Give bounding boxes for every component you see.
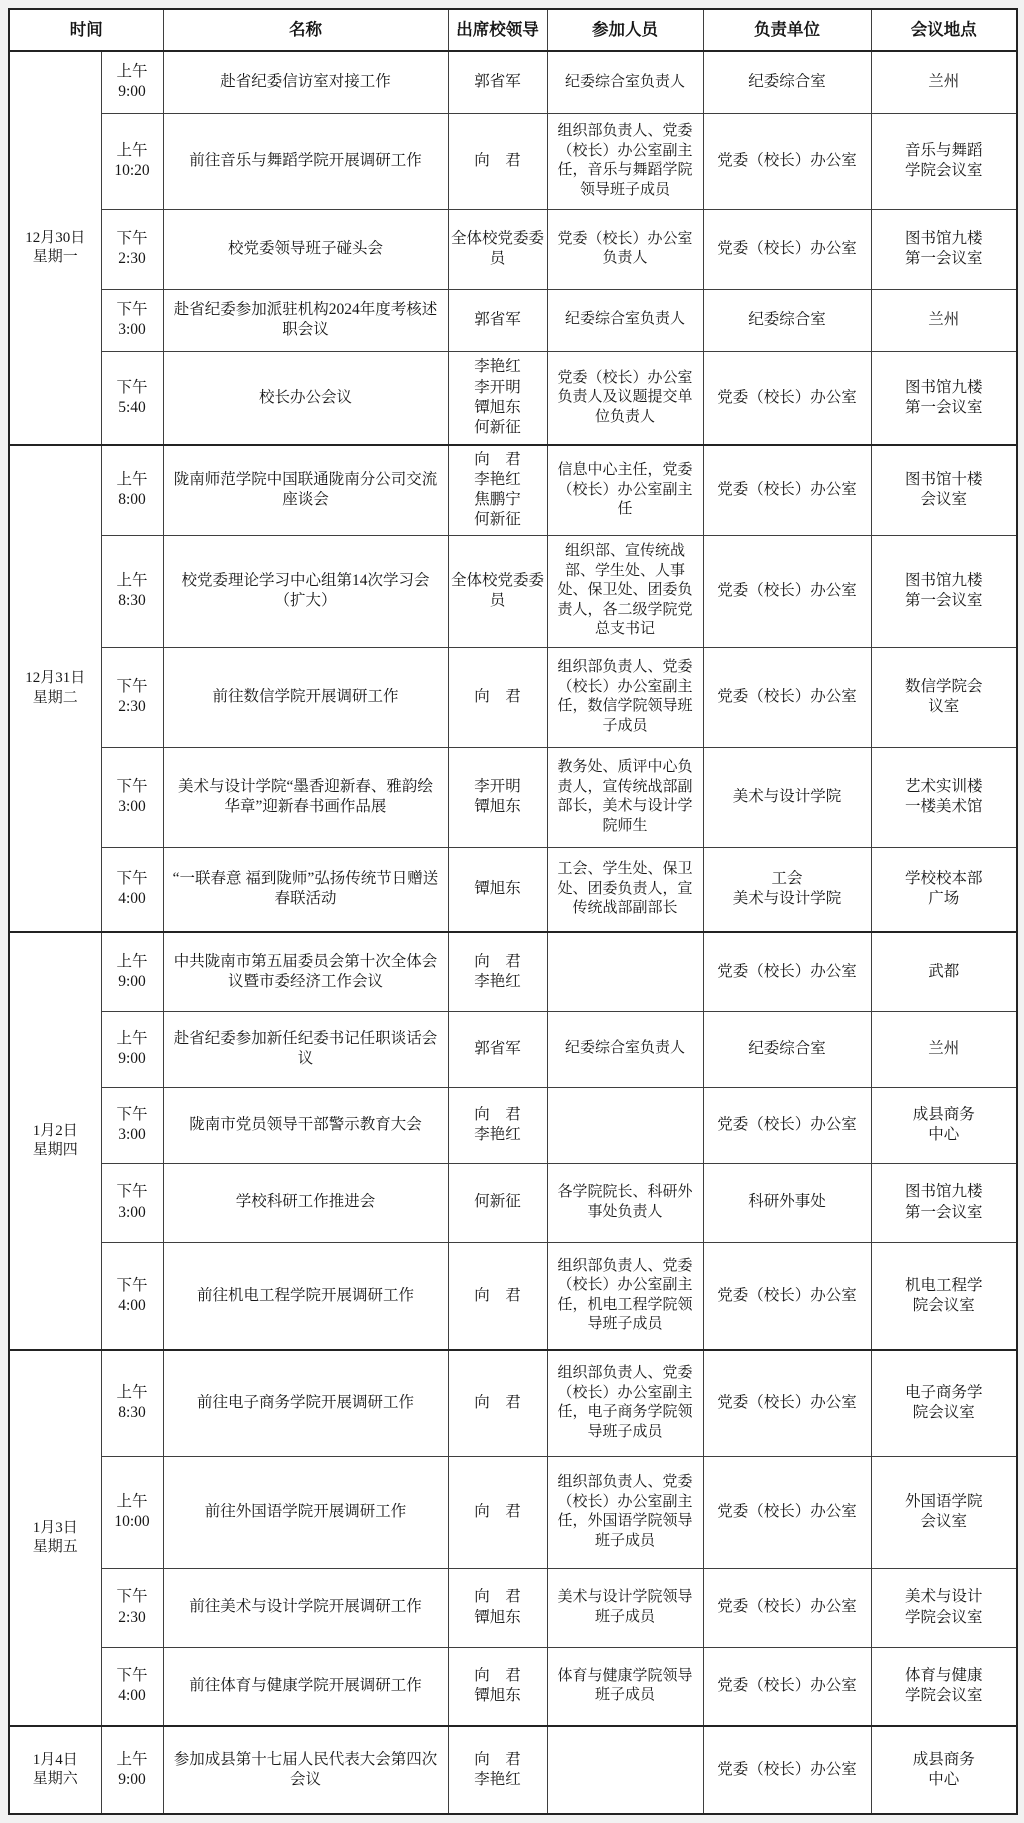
header-row bbox=[9, 9, 1017, 51]
time-cell: 上午 8:30 bbox=[101, 1350, 163, 1456]
event-name-cell: 陇南市党员领导干部警示教育大会 bbox=[163, 1087, 448, 1163]
location-cell: 图书馆九楼 第一会议室 bbox=[871, 209, 1017, 289]
location-cell: 成县商务 中心 bbox=[871, 1726, 1017, 1814]
event-name-cell: 美术与设计学院“墨香迎新春、雅韵绘华章”迎新春书画作品展 bbox=[163, 747, 448, 847]
unit-cell: 党委（校长）办公室 bbox=[703, 351, 871, 445]
participants-cell: 组织部负责人、党委（校长）办公室副主任，数信学院领导班子成员 bbox=[547, 647, 703, 747]
leaders-cell: 向 君 bbox=[448, 1350, 547, 1456]
event-name-cell: 中共陇南市第五届委员会第十次全体会议暨市委经济工作会议 bbox=[163, 932, 448, 1011]
column-header-1: 时间 bbox=[9, 9, 163, 51]
event-name-cell: “一联春意 福到陇师”弘扬传统节日赠送春联活动 bbox=[163, 847, 448, 932]
participants-cell: 党委（校长）办公室负责人及议题提交单位负责人 bbox=[547, 351, 703, 445]
schedule-row bbox=[9, 1087, 1017, 1163]
unit-cell: 党委（校长）办公室 bbox=[703, 647, 871, 747]
date-cell: 12月30日 星期一 bbox=[9, 51, 101, 445]
time-cell: 下午 4:00 bbox=[101, 1242, 163, 1350]
schedule-row bbox=[9, 932, 1017, 1011]
event-name-cell: 前往体育与健康学院开展调研工作 bbox=[163, 1647, 448, 1726]
event-name-cell: 参加成县第十七届人民代表大会第四次会议 bbox=[163, 1726, 448, 1814]
schedule-row bbox=[9, 747, 1017, 847]
unit-cell: 党委（校长）办公室 bbox=[703, 113, 871, 209]
time-cell: 下午 4:00 bbox=[101, 847, 163, 932]
leaders-cell: 向 君 李艳红 bbox=[448, 932, 547, 1011]
event-name-cell: 校长办公会议 bbox=[163, 351, 448, 445]
location-cell: 体育与健康 学院会议室 bbox=[871, 1647, 1017, 1726]
participants-cell: 教务处、质评中心负责人，宣传统战部副部长，美术与设计学院师生 bbox=[547, 747, 703, 847]
event-name-cell: 前往音乐与舞蹈学院开展调研工作 bbox=[163, 113, 448, 209]
schedule-row bbox=[9, 1011, 1017, 1087]
location-cell: 学校校本部 广场 bbox=[871, 847, 1017, 932]
schedule-row bbox=[9, 1350, 1017, 1456]
location-cell: 兰州 bbox=[871, 51, 1017, 113]
schedule-table bbox=[8, 8, 1018, 1815]
time-cell: 下午 3:00 bbox=[101, 289, 163, 351]
column-header-6: 会议地点 bbox=[871, 9, 1017, 51]
participants-cell: 组织部负责人、党委（校长）办公室副主任，电子商务学院领导班子成员 bbox=[547, 1350, 703, 1456]
participants-cell: 各学院院长、科研外事处负责人 bbox=[547, 1163, 703, 1242]
leaders-cell: 郭省军 bbox=[448, 289, 547, 351]
location-cell: 兰州 bbox=[871, 1011, 1017, 1087]
event-name-cell: 前往美术与设计学院开展调研工作 bbox=[163, 1568, 448, 1647]
unit-cell: 纪委综合室 bbox=[703, 289, 871, 351]
event-name-cell: 校党委领导班子碰头会 bbox=[163, 209, 448, 289]
location-cell: 外国语学院 会议室 bbox=[871, 1456, 1017, 1568]
event-name-cell: 前往机电工程学院开展调研工作 bbox=[163, 1242, 448, 1350]
date-cell: 1月3日 星期五 bbox=[9, 1350, 101, 1726]
participants-cell: 美术与设计学院领导班子成员 bbox=[547, 1568, 703, 1647]
location-cell: 美术与设计 学院会议室 bbox=[871, 1568, 1017, 1647]
time-cell: 下午 4:00 bbox=[101, 1647, 163, 1726]
location-cell: 音乐与舞蹈 学院会议室 bbox=[871, 113, 1017, 209]
location-cell: 图书馆十楼 会议室 bbox=[871, 445, 1017, 535]
unit-cell: 美术与设计学院 bbox=[703, 747, 871, 847]
leaders-cell: 向 君 李艳红 bbox=[448, 1087, 547, 1163]
date-cell: 12月31日 星期二 bbox=[9, 445, 101, 932]
participants-cell: 信息中心主任，党委（校长）办公室副主任 bbox=[547, 445, 703, 535]
unit-cell: 纪委综合室 bbox=[703, 1011, 871, 1087]
schedule-row bbox=[9, 1456, 1017, 1568]
unit-cell: 党委（校长）办公室 bbox=[703, 1242, 871, 1350]
time-cell: 上午 9:00 bbox=[101, 932, 163, 1011]
unit-cell: 党委（校长）办公室 bbox=[703, 445, 871, 535]
participants-cell: 体育与健康学院领导班子成员 bbox=[547, 1647, 703, 1726]
leaders-cell: 郭省军 bbox=[448, 51, 547, 113]
location-cell: 电子商务学 院会议室 bbox=[871, 1350, 1017, 1456]
leaders-cell: 全体校党委委员 bbox=[448, 209, 547, 289]
schedule-row bbox=[9, 1242, 1017, 1350]
schedule-row bbox=[9, 847, 1017, 932]
schedule-row bbox=[9, 1726, 1017, 1814]
unit-cell: 党委（校长）办公室 bbox=[703, 1350, 871, 1456]
time-cell: 上午 10:20 bbox=[101, 113, 163, 209]
location-cell: 兰州 bbox=[871, 289, 1017, 351]
leaders-cell: 向 君 bbox=[448, 1242, 547, 1350]
leaders-cell: 李开明 镡旭东 bbox=[448, 747, 547, 847]
schedule-row bbox=[9, 1568, 1017, 1647]
schedule-row bbox=[9, 445, 1017, 535]
unit-cell: 党委（校长）办公室 bbox=[703, 1647, 871, 1726]
time-cell: 下午 3:00 bbox=[101, 747, 163, 847]
column-header-5: 负责单位 bbox=[703, 9, 871, 51]
event-name-cell: 陇南师范学院中国联通陇南分公司交流座谈会 bbox=[163, 445, 448, 535]
event-name-cell: 前往数信学院开展调研工作 bbox=[163, 647, 448, 747]
event-name-cell: 前往外国语学院开展调研工作 bbox=[163, 1456, 448, 1568]
leaders-cell: 全体校党委委员 bbox=[448, 535, 547, 647]
column-header-2: 名称 bbox=[163, 9, 448, 51]
leaders-cell: 向 君 镡旭东 bbox=[448, 1568, 547, 1647]
leaders-cell: 郭省军 bbox=[448, 1011, 547, 1087]
schedule-row bbox=[9, 1647, 1017, 1726]
participants-cell: 组织部负责人、党委（校长）办公室副主任，音乐与舞蹈学院领导班子成员 bbox=[547, 113, 703, 209]
time-cell: 上午 8:30 bbox=[101, 535, 163, 647]
participants-cell: 组织部负责人、党委（校长）办公室副主任，机电工程学院领导班子成员 bbox=[547, 1242, 703, 1350]
unit-cell: 党委（校长）办公室 bbox=[703, 535, 871, 647]
location-cell: 武都 bbox=[871, 932, 1017, 1011]
unit-cell: 科研外事处 bbox=[703, 1163, 871, 1242]
location-cell: 数信学院会 议室 bbox=[871, 647, 1017, 747]
event-name-cell: 赴省纪委参加新任纪委书记任职谈话会议 bbox=[163, 1011, 448, 1087]
participants-cell: 纪委综合室负责人 bbox=[547, 289, 703, 351]
schedule-row bbox=[9, 113, 1017, 209]
location-cell: 图书馆九楼 第一会议室 bbox=[871, 535, 1017, 647]
schedule-row bbox=[9, 535, 1017, 647]
event-name-cell: 赴省纪委参加派驻机构2024年度考核述职会议 bbox=[163, 289, 448, 351]
time-cell: 下午 3:00 bbox=[101, 1087, 163, 1163]
participants-cell: 组织部负责人、党委（校长）办公室副主任，外国语学院领导班子成员 bbox=[547, 1456, 703, 1568]
time-cell: 上午 8:00 bbox=[101, 445, 163, 535]
schedule-row bbox=[9, 51, 1017, 113]
event-name-cell: 学校科研工作推进会 bbox=[163, 1163, 448, 1242]
participants-cell: 纪委综合室负责人 bbox=[547, 51, 703, 113]
time-cell: 下午 2:30 bbox=[101, 1568, 163, 1647]
schedule-row bbox=[9, 289, 1017, 351]
leaders-cell: 向 君 bbox=[448, 113, 547, 209]
unit-cell: 党委（校长）办公室 bbox=[703, 1726, 871, 1814]
unit-cell: 工会 美术与设计学院 bbox=[703, 847, 871, 932]
time-cell: 上午 9:00 bbox=[101, 1726, 163, 1814]
schedule-table-body bbox=[9, 51, 1017, 1814]
participants-cell: 组织部、宣传统战部、学生处、人事处、保卫处、团委负责人，各二级学院党总支书记 bbox=[547, 535, 703, 647]
event-name-cell: 赴省纪委信访室对接工作 bbox=[163, 51, 448, 113]
unit-cell: 党委（校长）办公室 bbox=[703, 209, 871, 289]
leaders-cell: 向 君 bbox=[448, 647, 547, 747]
unit-cell: 党委（校长）办公室 bbox=[703, 1087, 871, 1163]
leaders-cell: 何新征 bbox=[448, 1163, 547, 1242]
time-cell: 下午 2:30 bbox=[101, 647, 163, 747]
location-cell: 图书馆九楼 第一会议室 bbox=[871, 1163, 1017, 1242]
participants-cell: 纪委综合室负责人 bbox=[547, 1011, 703, 1087]
column-header-4: 参加人员 bbox=[547, 9, 703, 51]
schedule-row bbox=[9, 647, 1017, 747]
time-cell: 下午 2:30 bbox=[101, 209, 163, 289]
participants-cell bbox=[547, 1087, 703, 1163]
participants-cell bbox=[547, 1726, 703, 1814]
location-cell: 成县商务 中心 bbox=[871, 1087, 1017, 1163]
location-cell: 图书馆九楼 第一会议室 bbox=[871, 351, 1017, 445]
schedule-row bbox=[9, 1163, 1017, 1242]
date-cell: 1月4日 星期六 bbox=[9, 1726, 101, 1814]
location-cell: 艺术实训楼 一楼美术馆 bbox=[871, 747, 1017, 847]
participants-cell: 党委（校长）办公室负责人 bbox=[547, 209, 703, 289]
unit-cell: 纪委综合室 bbox=[703, 51, 871, 113]
unit-cell: 党委（校长）办公室 bbox=[703, 932, 871, 1011]
leaders-cell: 向 君 镡旭东 bbox=[448, 1647, 547, 1726]
leaders-cell: 李艳红 李开明 镡旭东 何新征 bbox=[448, 351, 547, 445]
event-name-cell: 前往电子商务学院开展调研工作 bbox=[163, 1350, 448, 1456]
time-cell: 上午 9:00 bbox=[101, 51, 163, 113]
date-cell: 1月2日 星期四 bbox=[9, 932, 101, 1350]
time-cell: 上午 9:00 bbox=[101, 1011, 163, 1087]
participants-cell: 工会、学生处、保卫处、团委负责人，宣传统战部副部长 bbox=[547, 847, 703, 932]
schedule-row bbox=[9, 209, 1017, 289]
leaders-cell: 向 君 李艳红 焦鹏宁 何新征 bbox=[448, 445, 547, 535]
location-cell: 机电工程学 院会议室 bbox=[871, 1242, 1017, 1350]
event-name-cell: 校党委理论学习中心组第14次学习会（扩大） bbox=[163, 535, 448, 647]
time-cell: 下午 3:00 bbox=[101, 1163, 163, 1242]
participants-cell bbox=[547, 932, 703, 1011]
leaders-cell: 向 君 李艳红 bbox=[448, 1726, 547, 1814]
column-header-3: 出席校领导 bbox=[448, 9, 547, 51]
time-cell: 下午 5:40 bbox=[101, 351, 163, 445]
time-cell: 上午 10:00 bbox=[101, 1456, 163, 1568]
leaders-cell: 向 君 bbox=[448, 1456, 547, 1568]
schedule-row bbox=[9, 351, 1017, 445]
unit-cell: 党委（校长）办公室 bbox=[703, 1456, 871, 1568]
leaders-cell: 镡旭东 bbox=[448, 847, 547, 932]
unit-cell: 党委（校长）办公室 bbox=[703, 1568, 871, 1647]
